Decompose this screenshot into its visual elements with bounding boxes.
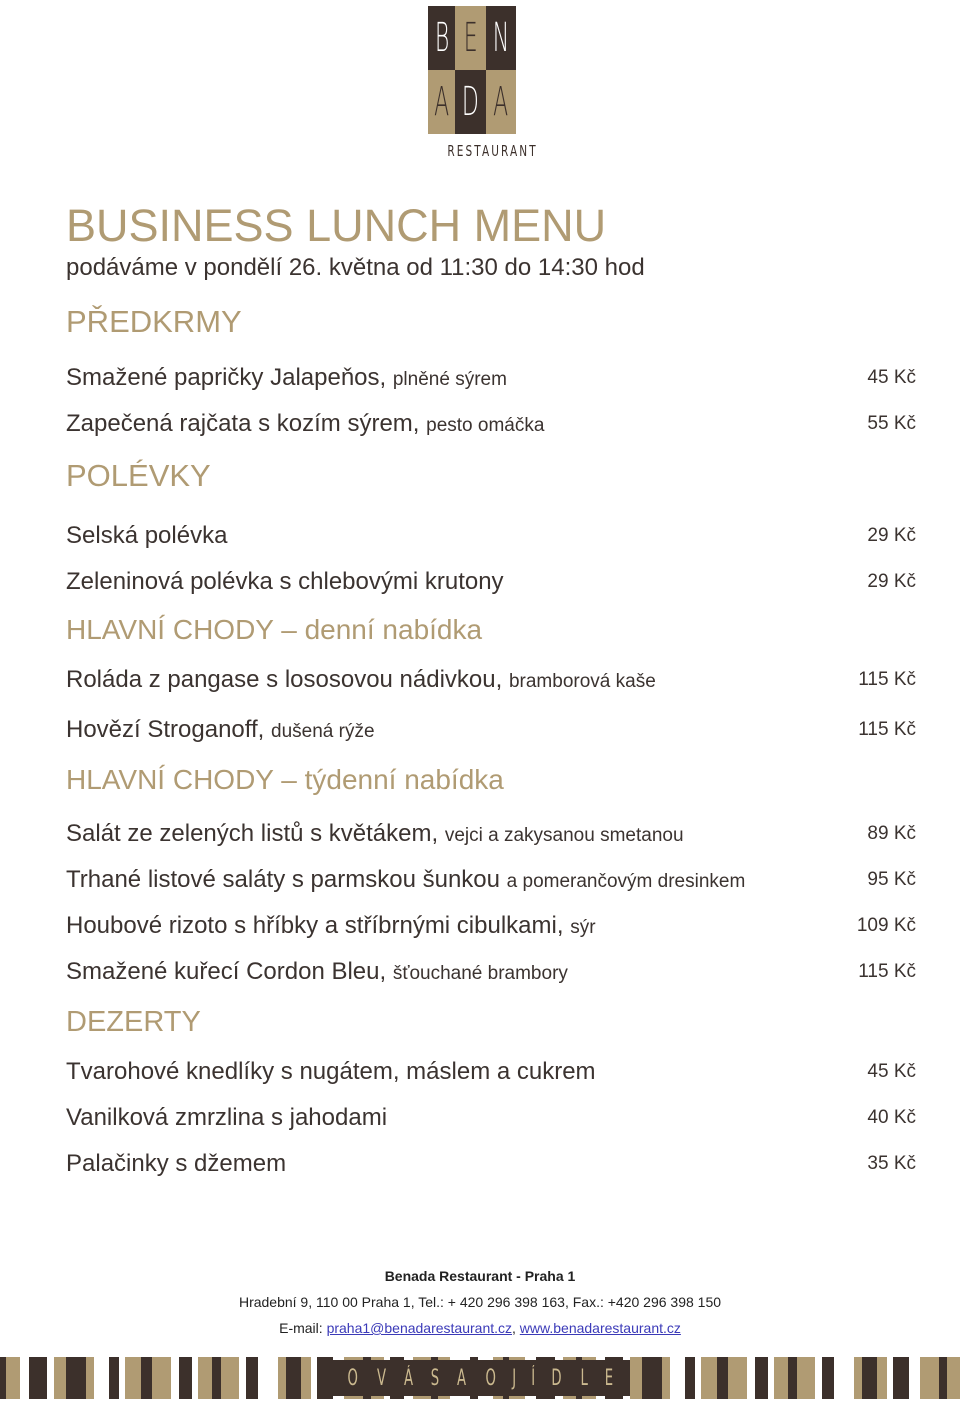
band-stripe bbox=[141, 1357, 152, 1399]
band-stripe bbox=[6, 1357, 20, 1399]
dish-price: 115 Kč bbox=[858, 961, 916, 982]
logo-letter-grid bbox=[428, 6, 514, 134]
dish-side: bramborová kaše bbox=[508, 671, 656, 692]
band-letter: A bbox=[457, 1365, 467, 1391]
band-letter: J bbox=[512, 1365, 517, 1391]
dish-side: vejci a zakysanou smetanou bbox=[444, 825, 684, 846]
band-stripe bbox=[893, 1357, 909, 1399]
dish-name: Smažené kuřecí Cordon Bleu, bbox=[66, 958, 387, 985]
dish-price: 35 Kč bbox=[867, 1153, 916, 1174]
band-stripe bbox=[258, 1357, 278, 1399]
logo-letter: A bbox=[428, 70, 455, 134]
menu-subtitle: podáváme v pondělí 26. května od 11:30 do 14:30 hod bbox=[66, 254, 645, 281]
band-stripe bbox=[947, 1357, 960, 1399]
band-stripe bbox=[939, 1357, 947, 1399]
dish-price: 45 Kč bbox=[867, 367, 916, 388]
dish-price: 95 Kč bbox=[867, 869, 916, 890]
band-stripe bbox=[815, 1357, 822, 1399]
menu-item bbox=[66, 666, 926, 696]
band-letter: Á bbox=[403, 1365, 413, 1391]
band-stripe bbox=[887, 1357, 893, 1399]
dish-price: 115 Kč bbox=[858, 719, 916, 740]
dish-name: Salát ze zelených listů s květákem, bbox=[66, 820, 439, 847]
band-stripe bbox=[29, 1357, 47, 1399]
band-stripe bbox=[20, 1357, 29, 1399]
website-link[interactable]: www.benadarestaurant.cz bbox=[519, 1320, 681, 1336]
footer-separator: , bbox=[512, 1320, 516, 1336]
dish-price: 45 Kč bbox=[867, 1061, 916, 1082]
logo-subtitle: RESTAURANT bbox=[447, 142, 538, 160]
dish-side: dušená rýže bbox=[271, 721, 375, 742]
dish-line bbox=[66, 1150, 286, 1178]
menu-item bbox=[66, 820, 926, 850]
band-stripe bbox=[47, 1357, 54, 1399]
band-slogan bbox=[330, 1360, 630, 1396]
restaurant-logo bbox=[428, 6, 538, 160]
footer-contacts bbox=[0, 1320, 960, 1336]
section-heading-soups: POLÉVKY bbox=[66, 458, 211, 493]
band-stripe bbox=[86, 1357, 94, 1399]
band-stripe bbox=[212, 1357, 221, 1399]
section-heading-starters: PŘEDKRMY bbox=[66, 304, 242, 339]
dish-side: plněné sýrem bbox=[392, 369, 507, 390]
dish-name: Smažené papričky Jalapeňos, bbox=[66, 364, 387, 391]
band-stripe bbox=[728, 1357, 747, 1399]
dish-side: pesto omáčka bbox=[426, 415, 545, 436]
dish-name: Hovězí Stroganoff, bbox=[66, 716, 265, 743]
band-stripe bbox=[717, 1357, 728, 1399]
band-stripe bbox=[125, 1357, 141, 1399]
menu-item bbox=[66, 912, 926, 942]
email-link[interactable]: praha1@benadarestaurant.cz bbox=[326, 1320, 513, 1336]
dish-line bbox=[66, 568, 504, 596]
band-stripe bbox=[701, 1357, 717, 1399]
dish-name: Roláda z pangase s lososovou nádivkou, bbox=[66, 666, 503, 693]
dish-price: 109 Kč bbox=[856, 915, 916, 936]
dish-line bbox=[66, 958, 568, 986]
band-stripe bbox=[797, 1357, 815, 1399]
band-stripe bbox=[630, 1357, 642, 1399]
menu-title: BUSINESS LUNCH MENU bbox=[66, 200, 607, 251]
footer-address: Hradební 9, 110 00 Praha 1, Tel.: + 420 296 398 163, Fax.: +420 296 398 150 bbox=[238, 1294, 722, 1310]
dish-name: Houbové rizoto s hříbky a stříbrnými cibulkami, bbox=[66, 912, 564, 939]
menu-item bbox=[66, 1104, 926, 1134]
band-stripe bbox=[152, 1357, 171, 1399]
dish-price: 29 Kč bbox=[867, 571, 916, 592]
menu-item bbox=[66, 568, 926, 598]
menu-item bbox=[66, 410, 926, 440]
band-stripe bbox=[862, 1357, 877, 1399]
email-label: E-mail: bbox=[279, 1320, 323, 1336]
dish-line bbox=[66, 364, 507, 392]
logo-letter: E bbox=[455, 6, 486, 70]
band-letter: O bbox=[347, 1365, 358, 1391]
band-stripe bbox=[171, 1357, 179, 1399]
band-stripe bbox=[94, 1357, 109, 1399]
band-stripe bbox=[685, 1357, 695, 1399]
band-stripe bbox=[119, 1357, 125, 1399]
logo-letter: D bbox=[455, 70, 486, 134]
band-stripe bbox=[920, 1357, 939, 1399]
band-stripe bbox=[788, 1357, 797, 1399]
band-stripe bbox=[54, 1357, 66, 1399]
dish-side: šťouchané brambory bbox=[392, 963, 568, 984]
band-stripe bbox=[822, 1357, 834, 1399]
band-stripe bbox=[66, 1357, 86, 1399]
logo-letter: B bbox=[428, 6, 455, 70]
band-letter: Í bbox=[531, 1365, 535, 1391]
dish-name: Palačinky s džemem bbox=[66, 1150, 287, 1177]
dish-name: Zeleninová polévka s chlebovými krutony bbox=[66, 568, 504, 595]
dish-line bbox=[66, 716, 375, 744]
band-stripe bbox=[198, 1357, 212, 1399]
band-stripe bbox=[834, 1357, 854, 1399]
section-heading-desserts: DEZERTY bbox=[66, 1006, 201, 1038]
logo-letter: A bbox=[486, 70, 516, 134]
band-letter: O bbox=[484, 1365, 496, 1391]
band-stripe bbox=[221, 1357, 239, 1399]
logo-letter: N bbox=[486, 6, 516, 70]
dish-name: Selská polévka bbox=[66, 522, 228, 549]
band-stripe bbox=[774, 1357, 788, 1399]
section-heading-daily-mains: HLAVNÍ CHODY – denní nabídka bbox=[66, 614, 483, 645]
menu-item bbox=[66, 866, 926, 896]
dish-price: 40 Kč bbox=[867, 1107, 916, 1128]
dish-line bbox=[66, 522, 227, 550]
dish-name: Trhané listové saláty s parmskou šunkou bbox=[66, 866, 500, 893]
band-letter: D bbox=[551, 1365, 562, 1391]
dish-line bbox=[66, 866, 745, 894]
band-stripe bbox=[877, 1357, 887, 1399]
band-stripe bbox=[286, 1357, 301, 1399]
dish-line bbox=[66, 666, 656, 694]
band-stripe bbox=[642, 1357, 662, 1399]
band-stripe bbox=[109, 1357, 119, 1399]
band-stripe bbox=[278, 1357, 286, 1399]
band-stripe bbox=[662, 1357, 670, 1399]
dish-line bbox=[66, 1058, 596, 1086]
band-stripe bbox=[695, 1357, 701, 1399]
dish-name: Vanilková zmrzlina s jahodami bbox=[66, 1104, 388, 1131]
menu-item bbox=[66, 958, 926, 988]
dish-price: 55 Kč bbox=[867, 413, 916, 434]
menu-item bbox=[66, 1058, 926, 1088]
section-heading-weekly-mains: HLAVNÍ CHODY – týdenní nabídka bbox=[66, 764, 504, 795]
band-letter: E bbox=[604, 1365, 614, 1391]
dish-price: 89 Kč bbox=[867, 823, 916, 844]
band-stripe bbox=[192, 1357, 198, 1399]
band-letter: S bbox=[430, 1365, 440, 1391]
menu-item bbox=[66, 364, 926, 394]
dish-price: 29 Kč bbox=[867, 525, 916, 546]
band-stripe bbox=[755, 1357, 768, 1399]
dish-line bbox=[66, 1104, 387, 1132]
band-stripe bbox=[311, 1357, 317, 1399]
band-letter: V bbox=[376, 1365, 386, 1391]
band-stripe bbox=[768, 1357, 774, 1399]
dish-name: Tvarohové knedlíky s nugátem, máslem a cukrem bbox=[66, 1058, 596, 1085]
band-stripe bbox=[301, 1357, 311, 1399]
band-stripe bbox=[246, 1357, 258, 1399]
dish-line bbox=[66, 912, 596, 940]
dish-line bbox=[66, 820, 684, 848]
band-stripe bbox=[909, 1357, 920, 1399]
dish-side: sýr bbox=[570, 917, 596, 938]
menu-item bbox=[66, 1150, 926, 1180]
dish-name: Zapečená rajčata s kozím sýrem, bbox=[66, 410, 420, 437]
footer-restaurant-name: Benada Restaurant - Praha 1 bbox=[384, 1268, 576, 1284]
dish-price: 115 Kč bbox=[858, 669, 916, 690]
menu-item bbox=[66, 716, 926, 746]
dish-side: a pomerančovým dresinkem bbox=[506, 871, 746, 892]
band-letter: L bbox=[580, 1365, 588, 1391]
band-stripe bbox=[854, 1357, 862, 1399]
band-stripe bbox=[0, 1357, 6, 1399]
band-stripe bbox=[747, 1357, 755, 1399]
band-stripe bbox=[670, 1357, 685, 1399]
menu-item bbox=[66, 522, 926, 552]
dish-line bbox=[66, 410, 544, 438]
band-stripe bbox=[179, 1357, 192, 1399]
band-stripe bbox=[239, 1357, 246, 1399]
